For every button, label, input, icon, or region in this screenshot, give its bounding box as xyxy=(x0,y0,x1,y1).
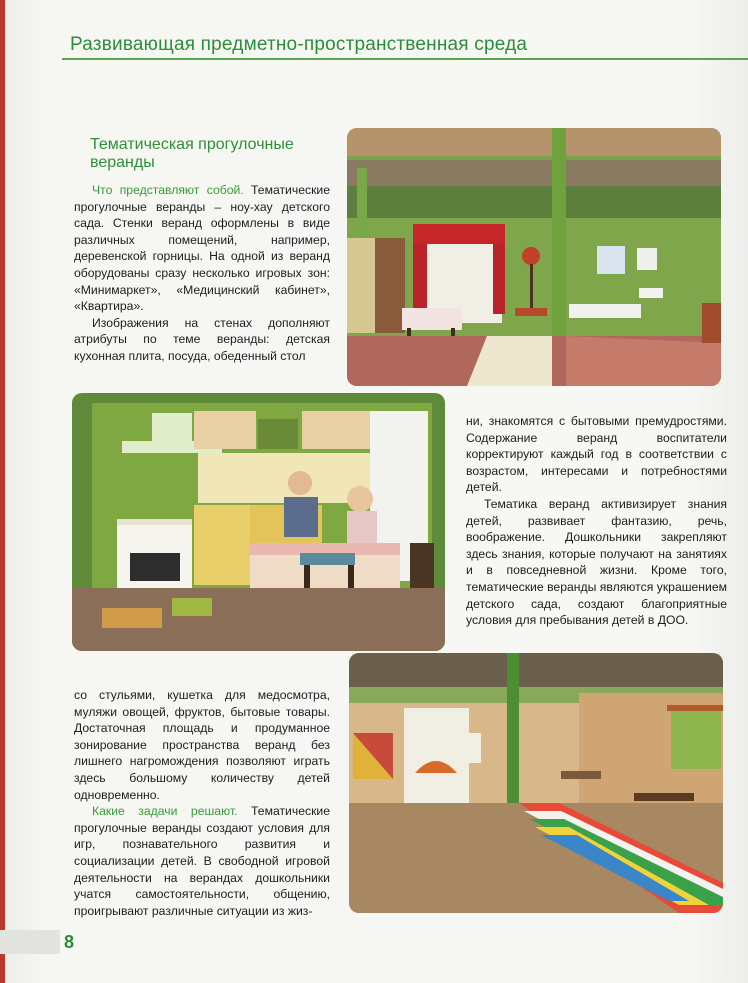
veranda-kitchen-children-photo xyxy=(72,393,445,651)
page-number: 8 xyxy=(64,932,75,952)
paragraph-tasks xyxy=(74,803,330,919)
veranda-village-image xyxy=(349,653,723,913)
lead-body: Тематические прогулочные веранды – ноу-хау детского сада. Стенки веранд оформлены в виде различных помещений, например, деревенской горницы. На одной из веранд оборудованы сразу несколько игровых зон: «Минимаркет», «Медицинский кабинет», «Квартира». xyxy=(74,183,330,314)
tasks-label: Какие задачи решают. xyxy=(92,804,238,819)
veranda-village-room-photo xyxy=(349,653,723,913)
paragraph-intro xyxy=(74,182,330,315)
text-block-intro xyxy=(74,182,330,365)
text-block-continuation xyxy=(466,413,727,629)
tasks-body: Тематические прогулочные веранды создают условия для игр, познавательного развития и социализации детей. В свободной игровой деятельности на верандах дошкольники учатся самостоятельности, общению, проигрывают различные ситуации из жиз- xyxy=(74,804,330,918)
paragraph-furniture: со стульями, кушетка для медосмотра, муляжи овощей, фруктов, бытовые товары. Достаточная площадь и продуманное зонирование пространства веранд без лишнего нагромождения позволяют играть здесь большому количеству детей одновременно. xyxy=(74,688,330,802)
paragraph-benefits: Тематика веранд активизирует знания детей, развивает фантазию, речь, воображение. Дошкольники закрепляют здесь знания, которые получают на занятиях и в повседневной жизни. Кроме того, тематические веранды являются украшением детского сада, создают благоприятные условия для пребывания детей в ДОО. xyxy=(466,496,727,628)
lead-label: Что представляют собой. xyxy=(92,183,244,197)
header-divider xyxy=(62,58,748,60)
paragraph-continuation: ни, знакомятся с бытовыми премудростями. Содержание веранд воспитатели корректируют каждый год в соответствии с возрастом, интересами и потребностями детей. xyxy=(466,414,727,495)
veranda-kitchen-image xyxy=(72,393,445,651)
left-edge-stripe xyxy=(0,0,5,983)
running-header-title: Развивающая предметно-пространственная среда xyxy=(70,34,528,55)
veranda-medical-room-image xyxy=(347,128,721,386)
paragraph-attributes: Изображения на стенах дополняют атрибуты по теме веранды: детская кухонная плита, посуда, обеденный стол xyxy=(74,315,330,363)
section-heading: Тематическая прогулочные веранды xyxy=(90,136,294,171)
page-number-bar xyxy=(0,930,60,954)
text-block-tasks xyxy=(74,687,330,919)
veranda-medical-room-photo xyxy=(347,128,721,386)
